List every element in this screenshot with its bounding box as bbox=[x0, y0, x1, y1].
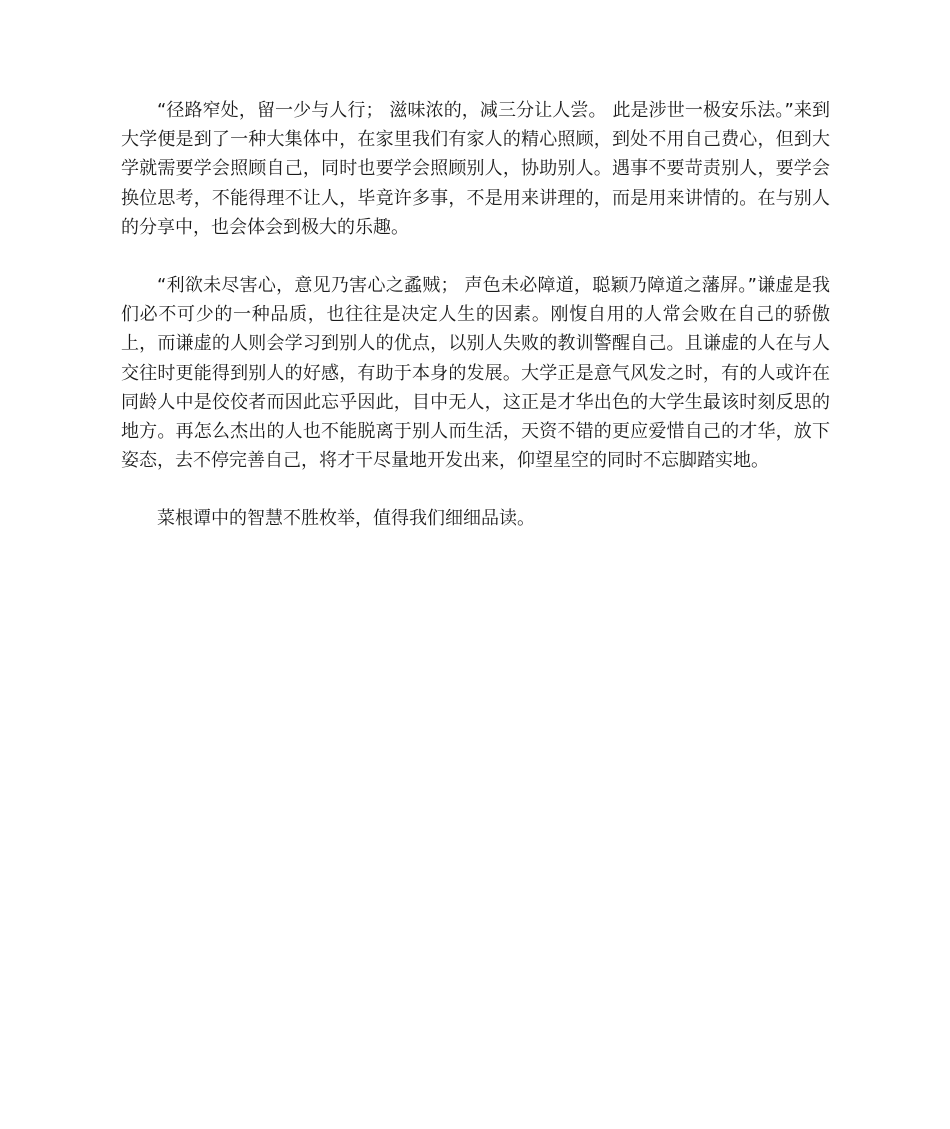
document-body bbox=[121, 96, 830, 563]
paragraph-3: 菜根谭中的智慧不胜枚举，值得我们细细品读。 bbox=[157, 508, 535, 530]
paragraph-2: “利欲未尽害心，意见乃害心之蟊贼； 声色未必障道，聪颖乃障道之藩屏。”谦虚是我们必不可少的一种品质，也往往是决定人生的因素。刚愎自用的人常会败在自己的骄傲上，而谦虚的人则会学习到别人的优点，以别人失败的教训警醒自己。且谦虚的人在与人交往时更能得到别人的好感，有助于本身的发展。大学正是意气风发之时，有的人或许在同龄人中是佼佼者而因此忘乎因此，目中无人，这正是才华出色的大学生最该时刻反思的地方。再怎么杰出的人也不能脱离于别人而生活，天资不错的更应爱惜自己的才华，放下姿态，去不停完善自己，将才干尽量地开发出来，仰望星空的同时不忘脚踏实地。 bbox=[121, 275, 830, 472]
paragraph-1: “径路窄处，留一少与人行； 滋味浓的，减三分让人尝。 此是涉世一极安乐法。”来到大学便是到了一种大集体中，在家里我们有家人的精心照顾，到处不用自己费心，但到大学就需要学会照顾自己，同时也要学会照顾别人，协助别人。遇事不要苛责别人，要学会换位思考，不能得理不让人，毕竟许多事，不是用来讲理的，而是用来讲情的。在与别人的分享中，也会体会到极大的乐趣。 bbox=[121, 100, 830, 238]
